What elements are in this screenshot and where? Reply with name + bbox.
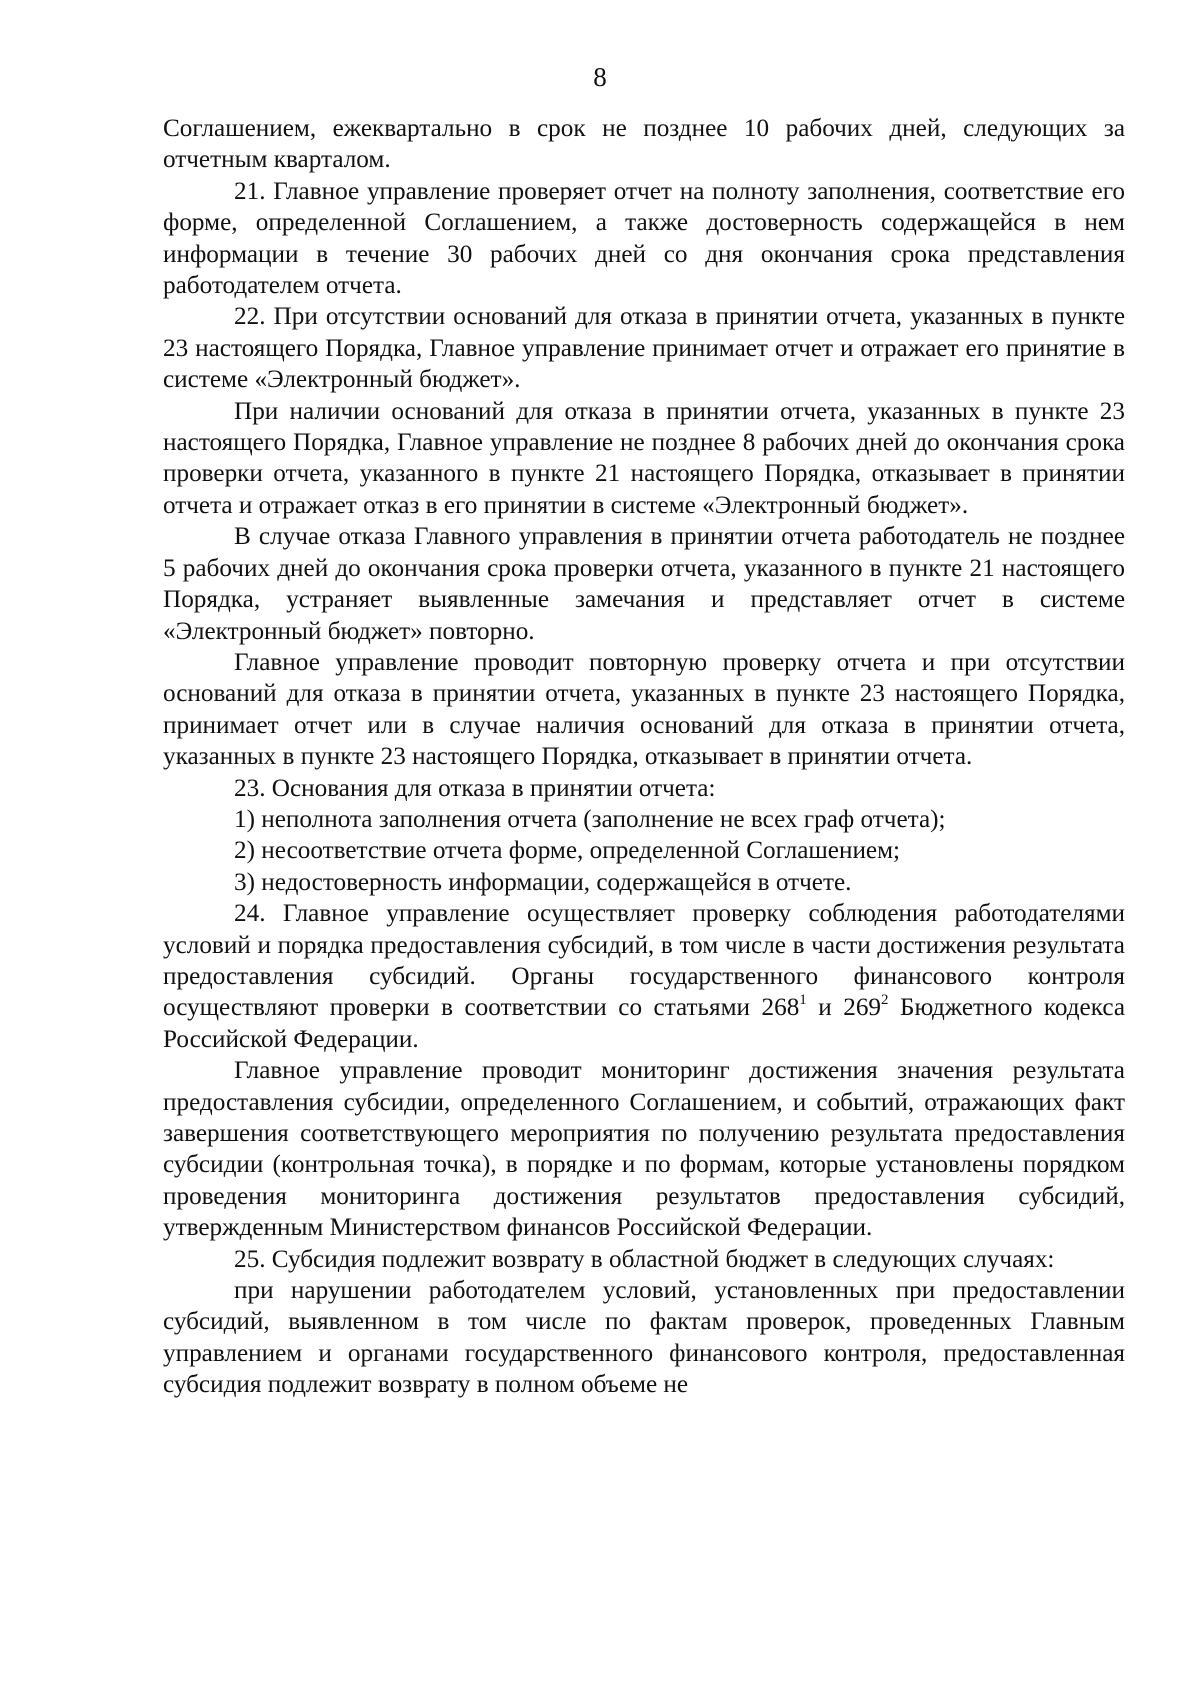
- paragraph-24-text-1: 24. Главное управление осуществляет проверку соблюдения работодателями условий и порядка предоставления субсидий, в том числе в части достижения результата предоставления субсидий. Органы государственного финансового контроля осуществляют проверки в соответствии со статьями 268: [163, 900, 1125, 1022]
- superscript-1: 1: [799, 991, 807, 1008]
- paragraph-21: 21. Главное управление проверяет отчет на полноту заполнения, соответствие его форме, определенной Соглашением, а также достоверность содержащейся в нем информации в течение 30 рабочих дней со дня окончания срока представления работодателем отчета.: [163, 177, 1125, 300]
- paragraph-continuation: Соглашением, ежеквартально в срок не позднее 10 рабочих дней, следующих за отчетным кварталом.: [163, 115, 1125, 174]
- page-number: 8: [593, 62, 607, 92]
- paragraph-22-resubmission: В случае отказа Главного управления в принятии отчета работодатель не позднее 5 рабочих дней до окончания срока проверки отчета, указанного в пункте 21 настоящего Порядка, устраняет выявленные замечания и представляет отчет в системе «Электронный бюджет» повторно.: [163, 523, 1125, 645]
- document-body: [163, 113, 1125, 1401]
- paragraph-24-text-2: и 269: [806, 994, 882, 1022]
- list-item-23-1: 1) неполнота заполнения отчета (заполнение не всех граф отчета);: [234, 805, 946, 833]
- list-item-23-3: 3) недостоверность информации, содержащейся в отчете.: [234, 868, 852, 896]
- paragraph-22-refusal: При наличии оснований для отказа в принятии отчета, указанных в пункте 23 настоящего Порядка, Главное управление не позднее 8 рабочих дней до окончания срока проверки отчета, указанного в пункте 21 настоящего Порядка, отказывает в принятии отчета и отражает отказ в его принятии в системе «Электронный бюджет».: [163, 397, 1125, 519]
- paragraph-25-violation: при нарушении работодателем условий, установленных при предоставлении субсидий, выявленном в том числе по фактам проверок, проведенных Главным управлением и органами государственного финансового контроля, предоставленная субсидия подлежит возврату в полном объеме не: [163, 1277, 1125, 1399]
- paragraph-22-recheck: Главное управление проводит повторную проверку отчета и при отсутствии оснований для отказа в принятии отчета, указанных в пункте 23 настоящего Порядка, принимает отчет или в случае наличия оснований для отказа в принятии отчета, указанных в пункте 23 настоящего Порядка, отказывает в принятии отчета.: [163, 648, 1125, 771]
- list-item-23-2: 2) несоответствие отчета форме, определенной Соглашением;: [234, 837, 901, 865]
- superscript-2: 2: [881, 991, 889, 1008]
- paragraph-25: 25. Субсидия подлежит возврату в областной бюджет в следующих случаях:: [234, 1245, 1055, 1273]
- paragraph-24-monitoring: Главное управление проводит мониторинг достижения значения результата предоставления субсидии, определенного Соглашением, и событий, отражающих факт завершения соответствующего мероприятия по получению результата предоставления субсидии (контрольная точка), в порядке и по формам, которые установлены порядком проведения мониторинга достижения результатов предоставления субсидий, утвержденным Министерством финансов Российской Федерации.: [163, 1057, 1125, 1242]
- paragraph-24: [163, 898, 1125, 1055]
- paragraph-23: 23. Основания для отказа в принятии отчета:: [234, 774, 716, 802]
- paragraph-24-text-3: Бюджетного кодекса Российской Федерации.: [163, 994, 1126, 1053]
- paragraph-22: 22. При отсутствии оснований для отказа в принятии отчета, указанных в пункте 23 настоящего Порядка, Главное управление принимает отчет и отражает его принятие в системе «Электронный бюджет».: [163, 303, 1125, 394]
